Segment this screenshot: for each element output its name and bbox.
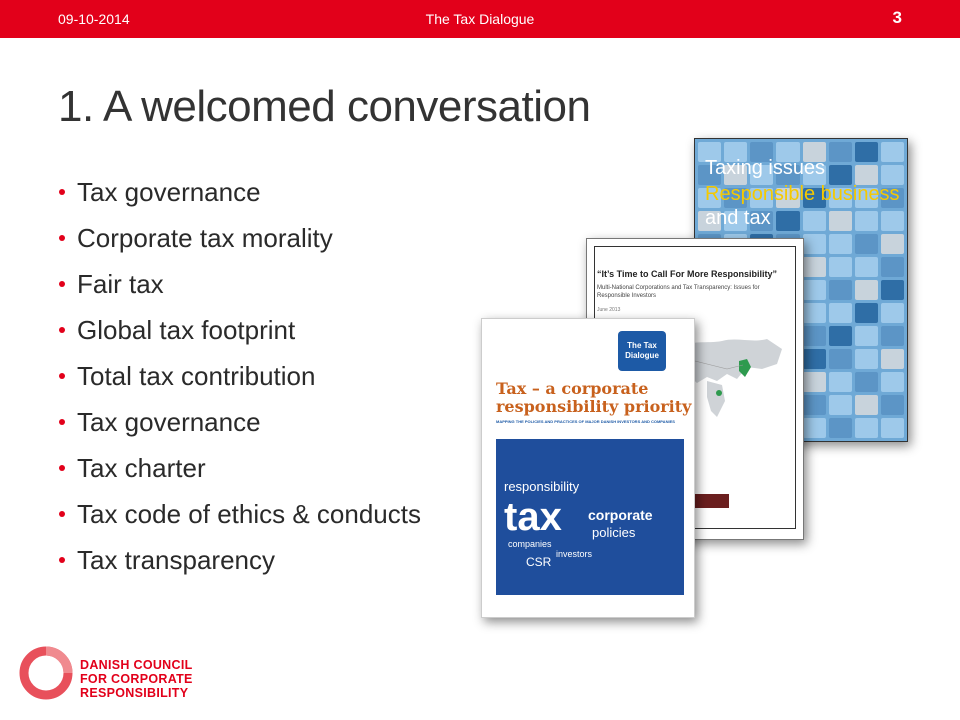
bullet-dot-icon xyxy=(59,557,65,563)
bullet-dot-icon xyxy=(59,373,65,379)
word-cloud-word: companies xyxy=(508,539,552,549)
bullet-item xyxy=(58,448,421,494)
bullet-text: Fair tax xyxy=(77,269,164,299)
bullet-text: Tax code of ethics & conducts xyxy=(77,499,421,529)
word-cloud-word: corporate xyxy=(588,507,653,523)
word-cloud-word: policies xyxy=(592,525,636,540)
logo-line: DANISH COUNCIL xyxy=(80,658,193,672)
bullet-text: Total tax contribution xyxy=(77,361,316,391)
word-cloud-word: tax xyxy=(504,495,562,539)
report-cover-tax-csr-priority xyxy=(481,318,695,618)
header-date: 09-10-2014 xyxy=(58,11,130,27)
cover1-title-line1: Taxing issues xyxy=(705,157,826,179)
bullet-dot-icon xyxy=(59,235,65,241)
dccr-logo-icon xyxy=(18,645,74,701)
bullet-item xyxy=(58,172,421,218)
cover3-title-line2: responsibility priority xyxy=(496,397,692,416)
bullet-text: Tax governance xyxy=(77,407,261,437)
bullet-dot-icon xyxy=(59,465,65,471)
word-cloud-word: investors xyxy=(556,549,593,559)
header-title: The Tax Dialogue xyxy=(425,11,535,27)
cover3-title-line1: Tax – a corporate xyxy=(496,379,649,398)
footer-logo-text xyxy=(80,658,193,700)
bullet-dot-icon xyxy=(59,327,65,333)
bullet-list xyxy=(58,172,421,586)
bullet-dot-icon xyxy=(59,511,65,517)
bullet-item xyxy=(58,310,421,356)
slide-title: 1. A welcomed conversation xyxy=(58,82,591,131)
bullet-text: Corporate tax morality xyxy=(77,223,333,253)
bullet-item xyxy=(58,264,421,310)
bullet-item xyxy=(58,356,421,402)
bullet-dot-icon xyxy=(59,281,65,287)
word-cloud xyxy=(496,439,684,595)
bullet-item xyxy=(58,402,421,448)
bullet-dot-icon xyxy=(59,419,65,425)
bullet-text: Tax transparency xyxy=(77,545,275,575)
cover2-date: June 2013 xyxy=(597,307,621,313)
cover2-headline: “It’s Time to Call For More Responsibility” xyxy=(597,269,778,279)
cover1-title-line2: Responsible business xyxy=(705,183,900,205)
bullet-item xyxy=(58,218,421,264)
logo-line: FOR CORPORATE xyxy=(80,672,193,686)
word-cloud-word: responsibility xyxy=(504,479,580,494)
slide-number: 3 xyxy=(892,8,902,27)
logo-line: RESPONSIBILITY xyxy=(80,686,189,700)
bullet-item xyxy=(58,540,421,586)
header-bar xyxy=(0,0,960,38)
bullet-item xyxy=(58,494,421,540)
cover1-title-line3: and tax xyxy=(705,207,771,229)
publisher-logo-icon xyxy=(695,494,729,508)
cover2-subtitle: Multi-National Corporations and Tax Transparency: Issues for Responsible Investors xyxy=(597,285,760,299)
cover3-subtitle: MAPPING THE POLICIES AND PRACTICES OF MAJOR DANISH INVESTORS AND COMPANIES xyxy=(496,419,675,424)
bullet-text: Tax charter xyxy=(77,453,206,483)
bullet-text: Tax governance xyxy=(77,177,261,207)
bullet-dot-icon xyxy=(59,189,65,195)
tax-dialogue-logo: The Tax Dialogue xyxy=(618,331,666,371)
bullet-text: Global tax footprint xyxy=(77,315,296,345)
word-cloud-word: CSR xyxy=(526,555,552,569)
